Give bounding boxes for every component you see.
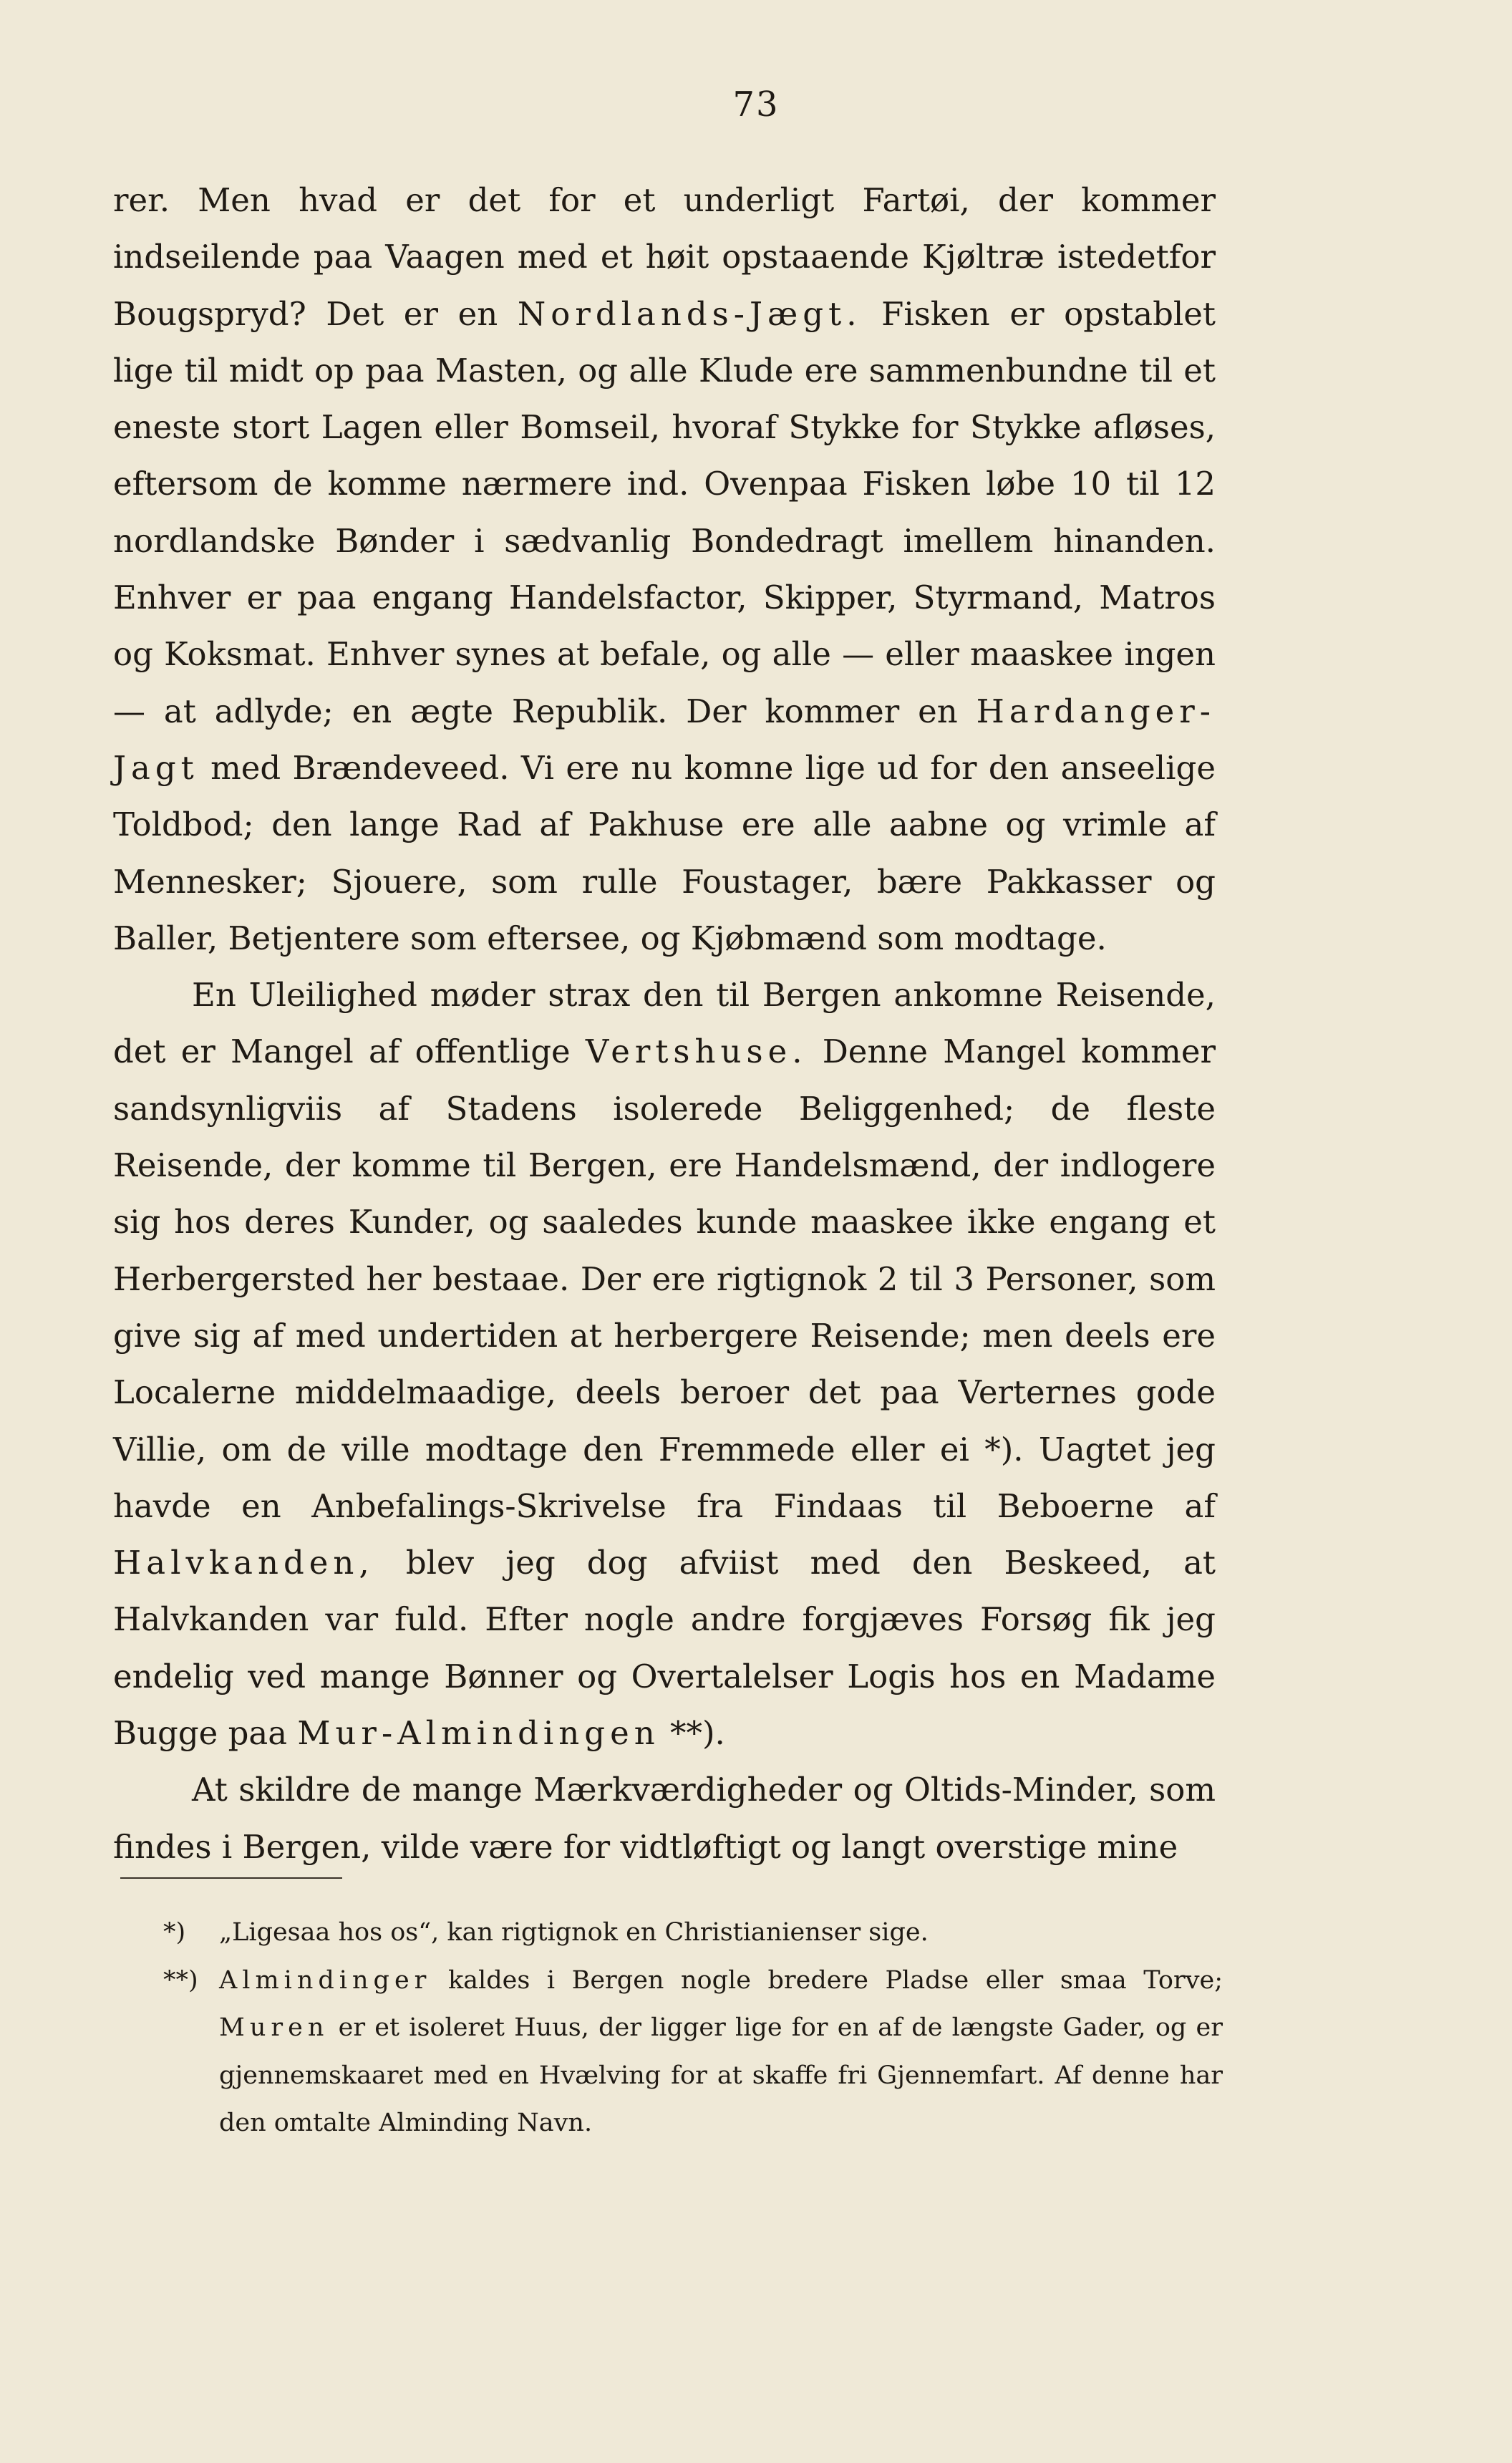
text-segment: er et isoleret Huus, der ligger lige for en af de længste Gader, og er gjennemskaaret med en Hvælving for at skaffe fri Gjennemfart. Af denne har den omtalte Alminding Navn. [219,2013,1223,2137]
footnote-2 [163,1957,1223,2147]
text-segment: Fisken er opstablet lige til midt op paa Masten, og alle Klude ere sammenbundne til et eneste stort Lagen eller Bomseil, hvoraf Stykke for Stykke afløses, eftersom de komme nærmere ind. Ovenpaa Fisken løbe 10 til 12 nordlandske Bønder i sædvanlig Bondedragt imellem hinanden. Enhver er paa engang Handelsfactor, Skipper, Styrmand, Matros og Koksmat. Enhver synes at befale, og alle — eller maaskee ingen — at adlyde; en ægte Republik. Der kommer en [113,294,1216,730]
paragraph-2 [113,967,1216,1761]
footnote-mark: *) [163,1918,186,1947]
text-segment: At skildre de mange Mærkværdigheder og Oltids-Minder, som findes i Bergen, vilde være for vidtløftigt og langt overstige mine [113,1771,1216,1866]
spaced-text-segment: Almindinger [219,1965,432,1995]
spaced-text-segment: Halvkanden, [113,1544,374,1582]
text-segment: rer. Men hvad er det for et underligt Fartøi, der kommer indseilende paa Vaagen med et høit opstaaende Kjøltræ istedetfor Bougspryd? Det er en [113,181,1216,333]
text-segment: „Ligesaa hos os“, kan rigtignok en Christianienser sige. [219,1918,929,1947]
paragraph-1 [113,172,1216,967]
footnotes [163,1909,1223,2147]
footnote-mark: **) [163,1965,198,1995]
spaced-text-segment: Mur-Almindingen [297,1714,660,1753]
spaced-text-segment: Muren [219,2013,329,2042]
footnote-divider [120,1877,342,1879]
spaced-text-segment: Nordlands-Jægt. [517,294,862,333]
page-number: 73 [732,84,780,125]
text-segment: **). [659,1714,725,1753]
footnote-1 [163,1909,1223,1957]
spaced-text-segment: Vertshuse. [585,1032,808,1071]
spaced-text-segment: Hardanger-Jagt [113,692,1216,787]
text-segment: En Uleilighed møder strax den til Bergen ankomne Reisende, det er Mangel af offentlige [113,976,1216,1071]
text-segment: kaldes i Bergen nogle bredere Pladse eller smaa Torve; [431,1965,1223,1995]
text-segment: med Brændeveed. Vi ere nu komne lige ud for den anseelige Toldbod; den lange Rad af Pakhuse ere alle aabne og vrimle af Mennesker; Sjouere, som rulle Foustager, bære Pakkasser og Baller, Betjentere som eftersee, og Kjøbmænd som modtage. [113,748,1216,957]
paragraph-3 [113,1761,1216,1875]
text-segment: Denne Mangel kommer sandsynligviis af Stadens isolerede Beliggenhed; de fleste Reisende, der komme til Bergen, ere Handelsmænd, der indlogere sig hos deres Kunder, og saaledes kunde maaskee ikke engang et Herbergersted her bestaae. Der ere rigtignok 2 til 3 Personer, som give sig af med undertiden at herbergere Reisende; men deels ere Localerne middelmaadige, deels beroer det paa Verternes gode Villie, om de ville modtage den Fremmede eller ei *). Uagtet jeg havde en Anbefalings-Skrivelse fra Findaas til Beboerne af [113,1032,1216,1525]
body-text [113,172,1216,1875]
text-segment: blev jeg dog afviist med den Beskeed, at Halvkanden var fuld. Efter nogle andre forgjæves Forsøg fik jeg endelig ved mange Bønner og Overtalelser Logis hos en Madame Bugge paa [113,1544,1216,1753]
